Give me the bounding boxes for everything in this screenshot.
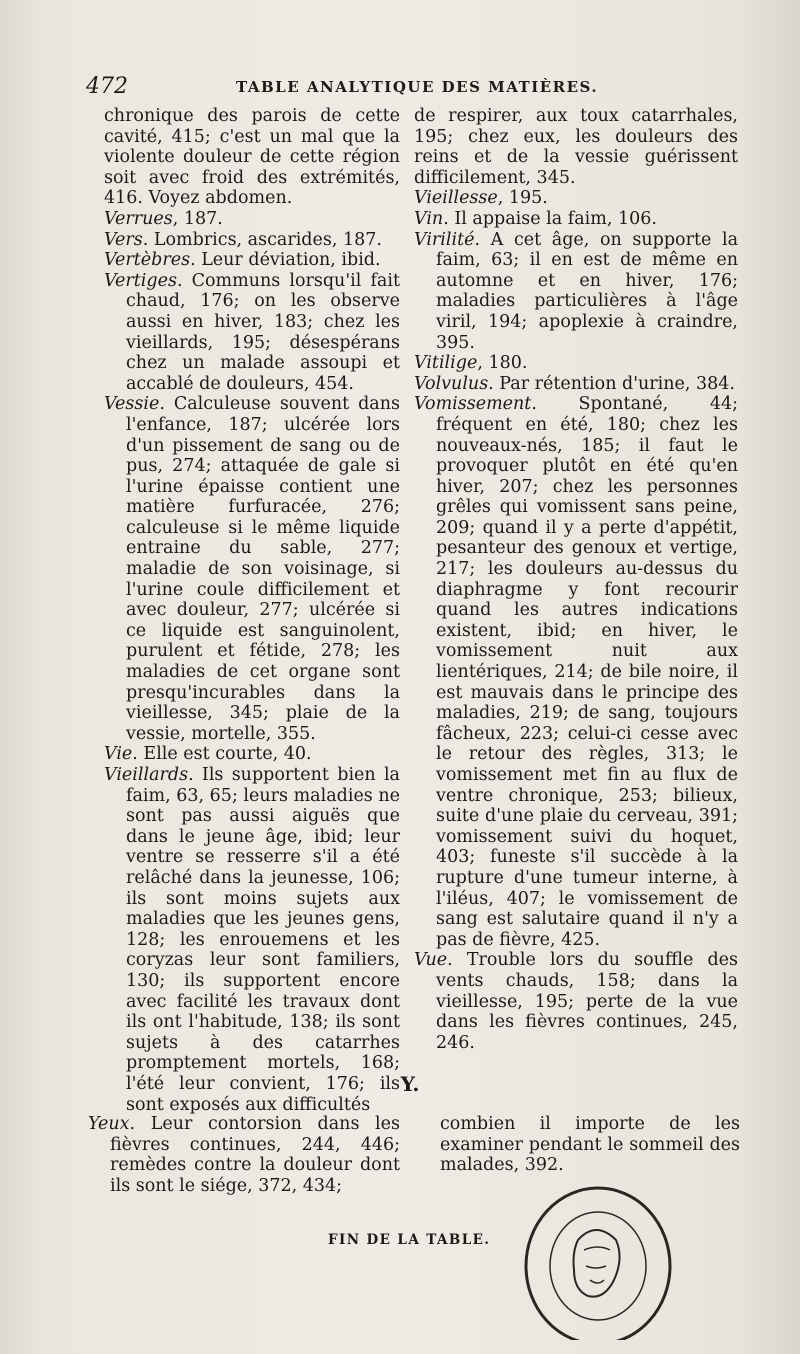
left-column bbox=[104, 106, 400, 1115]
index-entry bbox=[104, 209, 400, 230]
entry-term: Verrues bbox=[104, 208, 173, 229]
index-entry bbox=[104, 230, 400, 251]
entry-term: Yeux bbox=[88, 1114, 130, 1134]
entry-term: Vers bbox=[104, 229, 143, 250]
index-entry bbox=[414, 394, 738, 950]
index-entry bbox=[414, 353, 738, 374]
entry-term: Volvulus bbox=[414, 373, 489, 394]
index-entry bbox=[414, 230, 738, 354]
entry-text: . A cet âge, on supporte la faim, 63; il en est de même en automne et en hiver, 176; maladies particulières à l'âge viril, 194; apoplexie à craindre, 395. bbox=[436, 229, 738, 353]
entry-term: Vie bbox=[104, 744, 133, 765]
entry-text: . Calculeuse souvent dans l'enfance, 187; ulcérée lors d'un pissement de sang ou de pus, 274; attaquée de gale si l'urine épaisse contient une matière furfuracée, 276; calculeuse si le même liquide entraine du sable, 277; maladie de son voisinage, si l'urine coule difficilement et avec douleur, 277; ulcérée si ce liquide est sanguinolent, purulent et fétide, 278; les maladies de cet organe sont presqu'incurables dans la vieillesse, 345; plaie de la vessie, mortelle, 355. bbox=[126, 394, 400, 744]
right-column bbox=[414, 106, 738, 1053]
page-header bbox=[86, 74, 776, 104]
index-entry bbox=[104, 250, 400, 271]
entry-yeux bbox=[88, 1114, 400, 1196]
entry-term: Vertiges bbox=[104, 270, 177, 291]
index-entry bbox=[414, 950, 738, 1053]
entry-term: Vessie bbox=[104, 394, 160, 415]
entry-term: Vitilige bbox=[414, 353, 478, 374]
entry-text: , 180. bbox=[477, 353, 528, 374]
index-entry bbox=[104, 271, 400, 395]
entry-term: Vue bbox=[414, 950, 448, 971]
entry-text: . Spontané, 44; fréquent en été, 180; chez les nouveaux-nés, 185; il faut le provoquer plutôt en été qu'en hiver, 207; chez les personnes grêles qui vomissent sans peine, 209; quand il y a perte d'appétit, pesanteur des genoux et vertige, 217; les douleurs au-dessus du diaphragme y font recourir quand les autres indications existent, ibid; en hiver, le vomissement nuit aux lientériques, 214; de bile noire, il est mauvais dans le principe des maladies, 219; de sang, toujours fâcheux, 223; celui-ci cesse avec le retour des règles, 313; le vomissement met fin au flux de ventre chronique, 253; bilieux, suite d'une plaie du cerveau, 391; vomissement suivi du hoquet, 403; funeste s'il succède à la rupture d'une tumeur interne, à l'iléus, 407; le vomissement de sang est salutaire quand il n'y a pas de fièvre, 425. bbox=[436, 394, 738, 950]
entry-text: . Elle est courte, 40. bbox=[132, 744, 312, 765]
entry-text: . Il appaise la faim, 106. bbox=[443, 208, 657, 229]
entry-term: Vin bbox=[414, 208, 444, 229]
entry-text: . Leur contorsion dans les fièvres continues, 244, 446; remèdes contre la douleur dont ils sont le siége, 372, 434; bbox=[110, 1114, 400, 1196]
index-entry bbox=[104, 394, 400, 744]
entry-term: Vieillards bbox=[104, 765, 189, 785]
index-entry bbox=[104, 106, 400, 209]
entry-text: , 187. bbox=[172, 208, 223, 229]
entry-term: Vomissement bbox=[414, 394, 532, 415]
running-title: TABLE ANALYTIQUE DES MATIÈRES. bbox=[236, 78, 599, 96]
entry-yeux-continued: combien il importe de les examiner pendant le sommeil des malades, 392. bbox=[440, 1114, 740, 1176]
entry-term: Virilité bbox=[414, 229, 475, 250]
entry-text: . Trouble lors du souffle des vents chauds, 158; dans la vieillesse, 195; perte de la vue dans les fièvres continues, 245, 246. bbox=[436, 950, 738, 1053]
entry-text: chronique des parois de cette cavité, 415; c'est un mal que la violente douleur de cette région soit avec froid des extrémités, 416. Voyez abdomen. bbox=[104, 106, 400, 209]
entry-text: de respirer, aux toux catarrhales, 195; chez eux, les douleurs des reins et de la vessie guérissent difficilement, 345. bbox=[414, 106, 738, 188]
index-entry bbox=[414, 374, 738, 395]
index-entry bbox=[104, 765, 400, 1115]
index-entry bbox=[414, 209, 738, 230]
entry-text: . Communs lorsqu'il fait chaud, 176; on les observe aussi en hiver, 183; chez les vieillards, 195; désespérans chez un malade assoupi et accablé de douleurs, 454. bbox=[126, 270, 400, 394]
entry-text: . Ils supportent bien la faim, 63, 65; leurs maladies ne sont pas aussi aiguës que dans le jeune âge, ibid; leur ventre se resserre s'il a été relâché dans la jeunesse, 106; ils sont moins sujets aux maladies que les jeunes gens, 128; les enrouemens et les coryzas leur sont familiers, 130; ils supportent encore avec facilité les travaux dont ils ont l'habitude, 138; ils sont sujets à des catarrhes promptement mortels, 168; l'été leur convient, 176; ils sont exposés aux difficultés bbox=[126, 765, 400, 1115]
entry-text: , 195. bbox=[497, 188, 548, 209]
index-entry bbox=[414, 188, 738, 209]
library-stamp-icon bbox=[518, 1170, 674, 1340]
page-number: 472 bbox=[86, 74, 128, 99]
end-of-table: FIN DE LA TABLE. bbox=[328, 1232, 491, 1248]
entry-term: Vieillesse bbox=[414, 188, 498, 209]
entry-text: . Lombrics, ascarides, 187. bbox=[142, 229, 382, 250]
entry-text: . Par rétention d'urine, 384. bbox=[488, 373, 735, 394]
index-entry bbox=[104, 744, 400, 765]
section-letter-y: Y. bbox=[400, 1072, 420, 1096]
index-entry bbox=[414, 106, 738, 188]
entry-text: . Leur déviation, ibid. bbox=[190, 250, 381, 271]
entry-term: Vertèbres bbox=[104, 250, 191, 271]
